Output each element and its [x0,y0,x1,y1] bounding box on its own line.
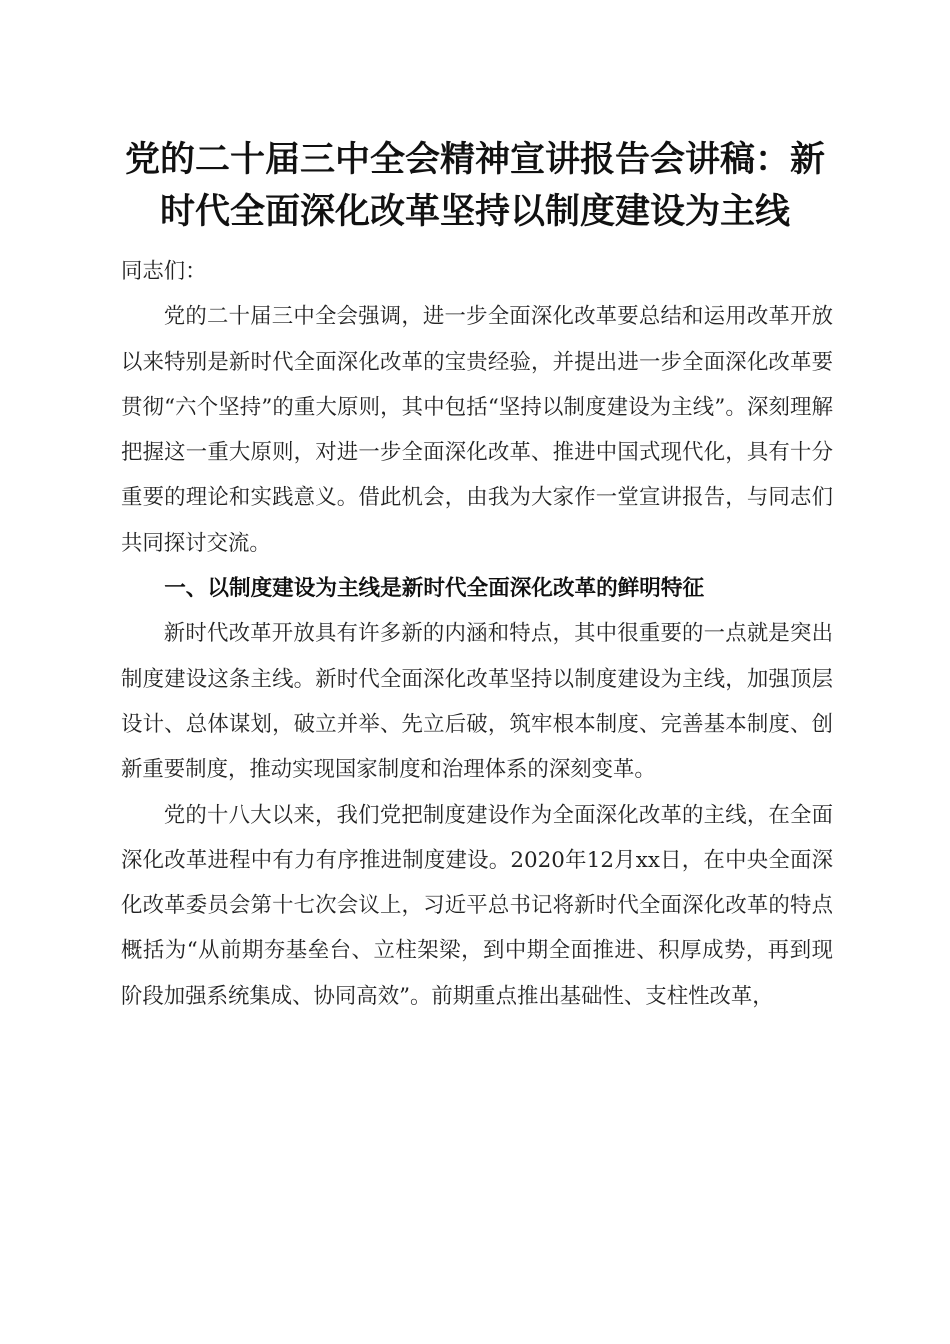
salutation: 同志们： [121,259,207,284]
section-heading: 一、以制度建设为主线是新时代全面深化改革的鲜明特征 [164,576,705,602]
title-line-1: 党的二十届三中全会精神宣讲报告会讲稿：新 [124,139,825,180]
document-body [121,249,833,1019]
paragraph: 新时代改革开放具有许多新的内涵和特点，其中很重要的一点就是突出制度建设这条主线。新时代全面深化改革坚持以制度建设为主线，加强顶层设计、总体谋划，破立并举、先立后破，筑牢根本制度、完善基本制度、创新重要制度，推动实现国家制度和治理体系的深刻变革。 [121,621,833,783]
paragraph: 党的十八大以来，我们党把制度建设作为全面深化改革的主线，在全面深化改革进程中有力有序推进制度建设。2020年12月xx日，在中央全面深化改革委员会第十七次会议上，习近平总书记将新时代全面深化改革的特点概括为“从前期夯基垒台、立柱架梁，到中期全面推进、积厚成势，再到现阶段加强系统集成、协同高效”。前期重点推出基础性、支柱性改革， [121,802,833,1009]
paragraph: 党的二十届三中全会强调，进一步全面深化改革要总结和运用改革开放以来特别是新时代全面深化改革的宝贵经验，并提出进一步全面深化改革要贯彻“六个坚持”的重大原则，其中包括“坚持以制度建设为主线”。深刻理解把握这一重大原则，对进一步全面深化改革、推进中国式现代化，具有十分重要的理论和实践意义。借此机会，由我为大家作一堂宣讲报告，与同志们共同探讨交流。 [121,304,833,556]
title-line-2: 时代全面深化改革坚持以制度建设为主线 [159,191,790,232]
document-title [100,134,850,238]
